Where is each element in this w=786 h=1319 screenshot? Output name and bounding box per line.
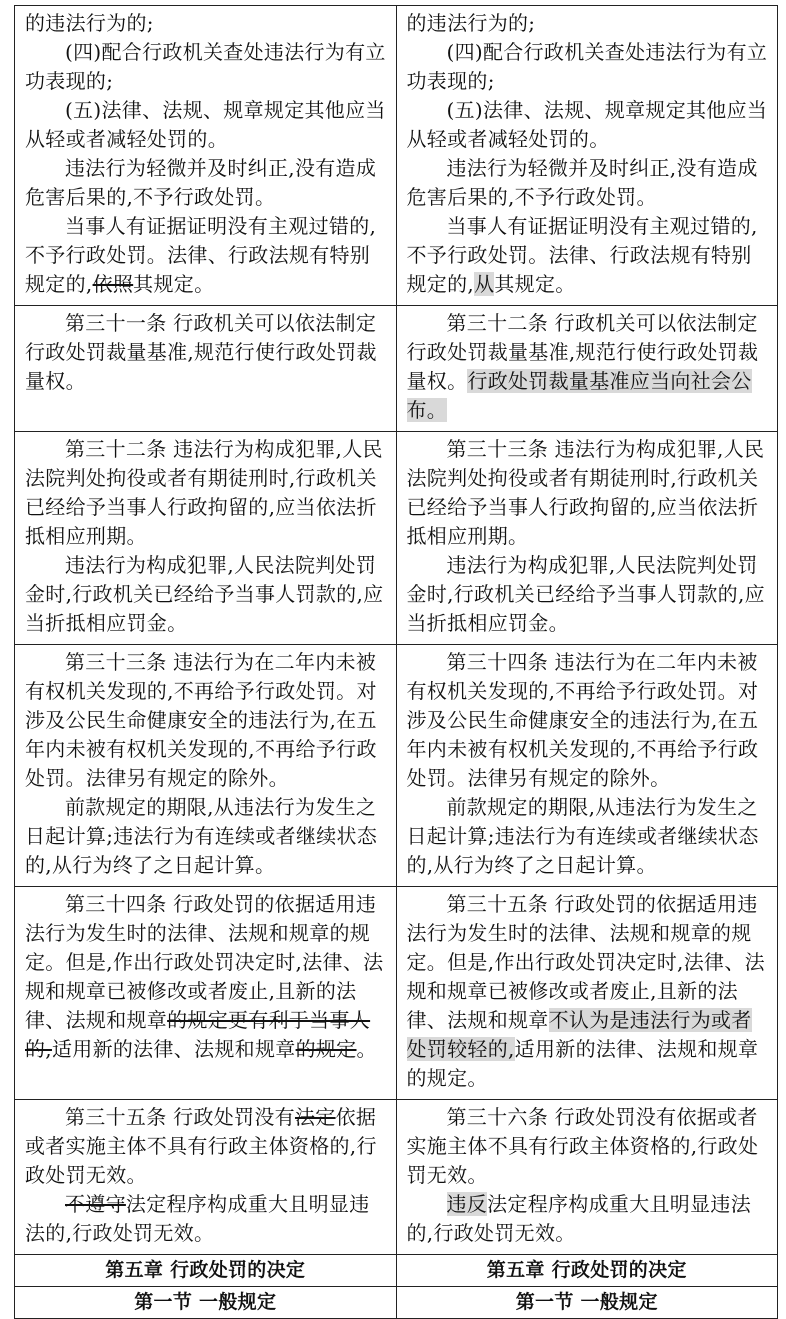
- new-text-cell: [396, 1100, 778, 1255]
- paragraph: [25, 551, 388, 638]
- chapter-heading-row: [15, 1255, 778, 1287]
- paragraph: [25, 435, 388, 551]
- text-segment: 其规定。: [494, 272, 576, 296]
- text-segment: 违法行为构成犯罪,人民法院判处罚金时,行政机关已经给予当事人罚款的,应当折抵相应罚金。: [406, 553, 765, 635]
- deleted-text: 的规定更有利于当事人的,: [25, 1008, 371, 1061]
- deleted-text: 的规定: [295, 1037, 357, 1061]
- section-heading: 第一节 一般规定: [396, 1287, 778, 1319]
- paragraph: [407, 793, 770, 880]
- added-text: 违反: [446, 1192, 488, 1216]
- text-segment: 违法行为轻微并及时纠正,没有造成危害后果的,不予行政处罚。: [25, 156, 377, 209]
- added-text: 从: [474, 272, 495, 296]
- article-row: [15, 432, 778, 645]
- paragraph: [407, 309, 770, 425]
- paragraph: [407, 154, 770, 212]
- paragraph: [407, 38, 770, 96]
- text-segment: 第三十三条 违法行为在二年内未被有权机关发现的,不再给予行政处罚。对涉及公民生命健康安全的违法行为,在五年内未被有权机关发现的,不再给予行政处罚。法律另有规定的除外。: [25, 650, 377, 790]
- text-segment: 依据或者实施主体不具有行政主体资格的,行政处罚无效。: [25, 1105, 377, 1187]
- paragraph: [407, 648, 770, 793]
- old-text-cell: [15, 306, 397, 432]
- article-row: [15, 1100, 778, 1255]
- deleted-text: 依照: [92, 272, 134, 296]
- paragraph: [25, 1190, 388, 1248]
- old-text-cell: [15, 887, 397, 1100]
- text-segment: 法定程序构成重大且明显违法的,行政处罚无效。: [406, 1192, 752, 1245]
- section-heading: 第一节 一般规定: [15, 1287, 397, 1319]
- article-row: [15, 645, 778, 887]
- comparison-table: [14, 5, 778, 1319]
- paragraph: [25, 9, 388, 38]
- chapter-heading: 第五章 行政处罚的决定: [396, 1255, 778, 1287]
- paragraph: [25, 890, 388, 1064]
- new-text-cell: [396, 887, 778, 1100]
- article-row: [15, 306, 778, 432]
- text-segment: 当事人有证据证明没有主观过错的,不予行政处罚。法律、行政法规有特别规定的,: [25, 214, 377, 296]
- paragraph: [407, 551, 770, 638]
- paragraph: [25, 38, 388, 96]
- paragraph: [407, 435, 770, 551]
- text-segment: (四)配合行政机关查处违法行为有立功表现的;: [406, 40, 768, 93]
- text-segment: 第三十五条 行政处罚没有: [65, 1105, 295, 1129]
- chapter-heading: 第五章 行政处罚的决定: [15, 1255, 397, 1287]
- text-segment: 违法行为轻微并及时纠正,没有造成危害后果的,不予行政处罚。: [406, 156, 758, 209]
- text-segment: 第三十二条 行政机关可以依法制定行政处罚裁量基准,规范行使行政处罚裁量权。: [406, 311, 759, 393]
- old-text-cell: [15, 1100, 397, 1255]
- text-segment: 法定程序构成重大且明显违法的,行政处罚无效。: [25, 1192, 370, 1245]
- old-text-cell: [15, 645, 397, 887]
- paragraph: [407, 96, 770, 154]
- section-heading-row: [15, 1287, 778, 1319]
- text-segment: 第三十六条 行政处罚没有依据或者实施主体不具有行政主体资格的,行政处罚无效。: [406, 1105, 759, 1187]
- text-segment: (五)法律、法规、规章规定其他应当从轻或者减轻处罚的。: [25, 98, 386, 151]
- text-segment: 其规定。: [133, 272, 215, 296]
- new-text-cell: [396, 306, 778, 432]
- paragraph: [25, 1103, 388, 1190]
- deleted-text: 不遵守: [65, 1192, 126, 1216]
- new-text-cell: [396, 645, 778, 887]
- text-segment: 第三十三条 违法行为构成犯罪,人民法院判处拘役或者有期徒刑时,行政机关已经给予当事人行政拘留的,应当依法折抵相应刑期。: [406, 437, 765, 548]
- text-segment: 第三十四条 违法行为在二年内未被有权机关发现的,不再给予行政处罚。对涉及公民生命健康安全的违法行为,在五年内未被有权机关发现的,不再给予行政处罚。法律另有规定的除外。: [406, 650, 759, 790]
- paragraph: [407, 1190, 770, 1248]
- text-segment: (五)法律、法规、规章规定其他应当从轻或者减轻处罚的。: [406, 98, 768, 151]
- paragraph: [25, 96, 388, 154]
- text-segment: 适用新的法律、法规和规章的规定。: [406, 1037, 759, 1090]
- text-segment: 。: [356, 1037, 377, 1061]
- paragraph: [407, 1103, 770, 1190]
- new-text-cell: [396, 432, 778, 645]
- text-segment: (四)配合行政机关查处违法行为有立功表现的;: [25, 40, 386, 93]
- text-segment: 前款规定的期限,从违法行为发生之日起计算;违法行为有连续或者继续状态的,从行为终了之日起计算。: [406, 795, 759, 877]
- paragraph: [25, 793, 388, 880]
- text-segment: 的违法行为的;: [25, 11, 154, 35]
- added-text: 行政处罚裁量基准应当向社会公布。: [406, 369, 752, 422]
- text-segment: 违法行为构成犯罪,人民法院判处罚金时,行政机关已经给予当事人罚款的,应当折抵相应罚金。: [25, 553, 384, 635]
- article-row: [15, 6, 778, 306]
- text-segment: 前款规定的期限,从违法行为发生之日起计算;违法行为有连续或者继续状态的,从行为终了之日起计算。: [25, 795, 378, 877]
- added-text: 不认为是违法行为或者处罚较轻的,: [406, 1008, 752, 1061]
- paragraph: [25, 309, 388, 396]
- paragraph: [25, 212, 388, 299]
- new-text-cell: [396, 6, 778, 306]
- old-text-cell: [15, 432, 397, 645]
- comparison-table-body: [15, 6, 778, 1319]
- old-text-cell: [15, 6, 397, 306]
- text-segment: 的违法行为的;: [406, 11, 536, 35]
- paragraph: [407, 9, 770, 38]
- paragraph: [407, 890, 770, 1093]
- article-row: [15, 887, 778, 1100]
- text-segment: 第三十四条 行政处罚的依据适用违法行为发生时的法律、法规和规章的规定。但是,作出行政处罚决定时,法律、法规和规章已被修改或者废止,且新的法律、法规和规章: [25, 892, 384, 1032]
- deleted-text: 法定: [294, 1105, 336, 1129]
- paragraph: [25, 154, 388, 212]
- text-segment: 第三十一条 行政机关可以依法制定行政处罚裁量基准,规范行使行政处罚裁量权。: [25, 311, 377, 393]
- paragraph: [25, 648, 388, 793]
- text-segment: 第三十五条 行政处罚的依据适用违法行为发生时的法律、法规和规章的规定。但是,作出行政处罚决定时,法律、法规和规章已被修改或者废止,且新的法律、法规和规章: [406, 892, 765, 1032]
- text-segment: 第三十二条 违法行为构成犯罪,人民法院判处拘役或者有期徒刑时,行政机关已经给予当事人行政拘留的,应当依法折抵相应刑期。: [25, 437, 383, 548]
- paragraph: [407, 212, 770, 299]
- text-segment: 当事人有证据证明没有主观过错的,不予行政处罚。法律、行政法规有特别规定的,: [406, 214, 758, 296]
- text-segment: 适用新的法律、法规和规章: [51, 1037, 296, 1061]
